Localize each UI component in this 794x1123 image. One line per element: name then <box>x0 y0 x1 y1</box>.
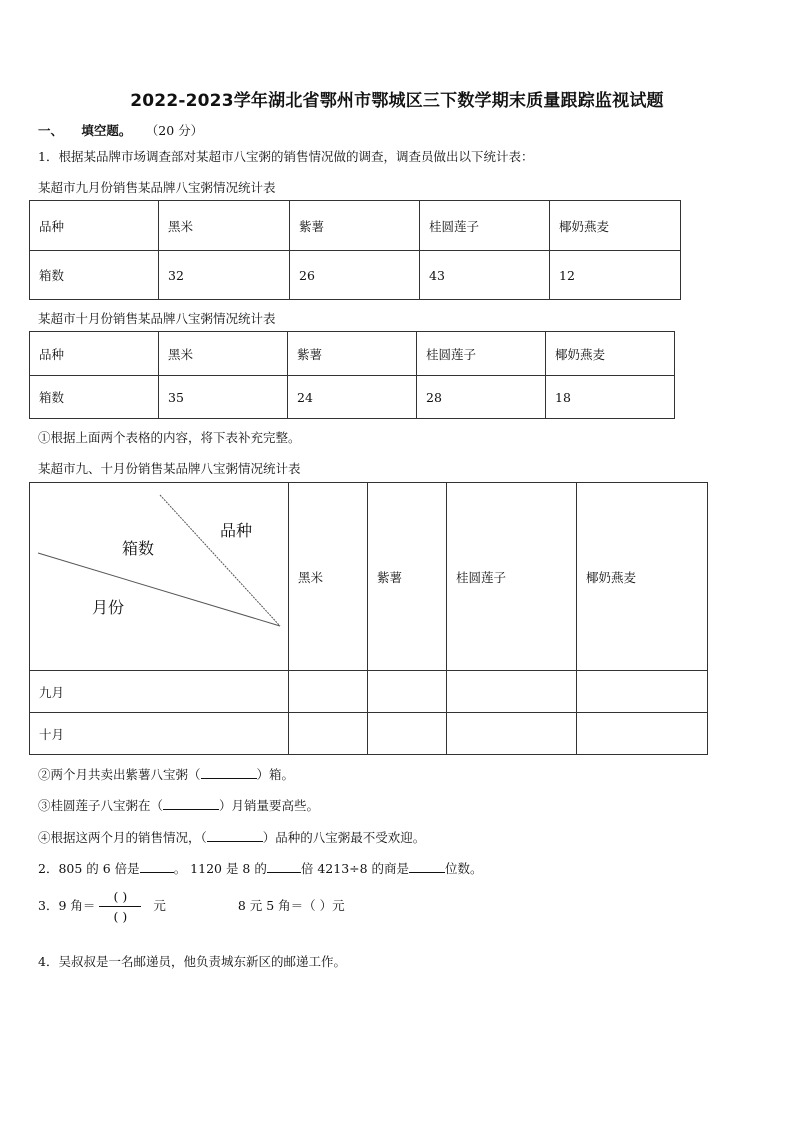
question-4: 4．吴叔叔是一名邮递员，他负责城东新区的邮递工作。 <box>38 954 346 969</box>
fraction-bar <box>99 906 141 907</box>
answer-cell[interactable] <box>447 713 577 755</box>
answer-blank[interactable] <box>207 841 263 842</box>
table-cell: 黑米 <box>159 201 290 251</box>
table-cell: 紫薯 <box>288 332 417 376</box>
section-name: 填空题。 <box>81 123 132 138</box>
table-cell: 26 <box>290 251 420 300</box>
answer-blank[interactable] <box>409 872 445 873</box>
table-row <box>30 483 708 671</box>
q1-sub4-text-end: ）品种的八宝粥最不受欢迎。 <box>262 830 426 845</box>
fraction-numerator[interactable]: ( ) <box>113 889 128 904</box>
question-2 <box>38 859 483 877</box>
q1-sub3 <box>38 796 319 814</box>
combined-table <box>29 482 708 755</box>
diagonal-label-month: 月份 <box>92 598 125 617</box>
answer-blank[interactable] <box>140 872 174 873</box>
answer-cell[interactable] <box>447 671 577 713</box>
fraction-blank[interactable] <box>99 889 141 924</box>
september-table <box>29 200 681 300</box>
diagonal-header-cell <box>30 483 289 671</box>
table-cell: 椰奶燕麦 <box>550 201 681 251</box>
page-title: 2022-2023学年湖北省鄂州市鄂城区三下数学期末质量跟踪监视试题 <box>130 91 664 111</box>
answer-cell[interactable] <box>577 713 708 755</box>
answer-blank[interactable] <box>201 778 257 779</box>
answer-cell[interactable] <box>368 671 447 713</box>
q3-text: 3．9 角＝ <box>38 898 96 913</box>
table-cell: 十月 <box>30 713 289 755</box>
diagonal-line-upper <box>160 495 280 626</box>
q2-text: 2．805 的 6 倍是 <box>38 861 140 876</box>
table-cell: 黑米 <box>289 483 368 671</box>
table-cell: 箱数 <box>30 251 159 300</box>
answer-cell[interactable] <box>289 671 368 713</box>
fraction-denominator[interactable]: ( ) <box>113 909 128 924</box>
table-row <box>30 713 708 755</box>
question-3 <box>38 889 345 924</box>
q1-sub4 <box>38 828 425 846</box>
answer-blank[interactable] <box>267 872 301 873</box>
q2-text: 倍 4213÷8 的商是 <box>300 861 410 876</box>
q1-intro: 1．根据某品牌市场调查部对某超市八宝粥的销售情况做的调查，调查员做出以下统计表： <box>38 149 534 164</box>
table-cell: 桂圆莲子 <box>420 201 550 251</box>
section-points: （20 分） <box>145 123 204 138</box>
table-cell: 35 <box>159 376 288 419</box>
table-cell: 紫薯 <box>290 201 420 251</box>
table-cell: 椰奶燕麦 <box>546 332 675 376</box>
table-row <box>30 376 675 419</box>
answer-cell[interactable] <box>577 671 708 713</box>
answer-cell[interactable] <box>368 713 447 755</box>
section-heading <box>38 121 203 139</box>
table2-caption: 某超市十月份销售某品牌八宝粥情况统计表 <box>38 311 276 326</box>
q1-sub1: ①根据上面两个表格的内容，将下表补充完整。 <box>38 430 301 445</box>
october-table <box>29 331 675 419</box>
table-cell: 品种 <box>30 201 159 251</box>
diagonal-lines <box>30 483 289 671</box>
table-cell: 紫薯 <box>368 483 447 671</box>
q2-text: 。 1120 是 8 的 <box>173 861 267 876</box>
table-cell: 品种 <box>30 332 159 376</box>
section-number: 一、 <box>38 123 64 138</box>
table-row <box>30 671 708 713</box>
q1-sub3-text: ③桂圆莲子八宝粥在（ <box>38 798 164 813</box>
table-row <box>30 201 681 251</box>
table1-caption: 某超市九月份销售某品牌八宝粥情况统计表 <box>38 180 276 195</box>
table-cell: 桂圆莲子 <box>447 483 577 671</box>
table3-caption: 某超市九、十月份销售某品牌八宝粥情况统计表 <box>38 461 301 476</box>
diagonal-line-lower <box>38 553 280 626</box>
table-cell: 18 <box>546 376 675 419</box>
q2-text: 位数。 <box>445 861 483 876</box>
table-cell: 43 <box>420 251 550 300</box>
table-cell: 24 <box>288 376 417 419</box>
table-cell: 箱数 <box>30 376 159 419</box>
diagonal-label-boxes: 箱数 <box>122 539 155 558</box>
answer-blank[interactable] <box>163 809 219 810</box>
table-row <box>30 251 681 300</box>
table-cell: 桂圆莲子 <box>417 332 546 376</box>
answer-cell[interactable] <box>289 713 368 755</box>
table-cell: 黑米 <box>159 332 288 376</box>
table-cell: 28 <box>417 376 546 419</box>
q1-sub3-text-end: ）月销量要高些。 <box>219 798 320 813</box>
table-row <box>30 332 675 376</box>
q1-sub2 <box>38 765 294 783</box>
table-cell: 九月 <box>30 671 289 713</box>
table-cell: 12 <box>550 251 681 300</box>
q3-unit: 元 <box>153 898 166 913</box>
table-cell: 椰奶燕麦 <box>577 483 708 671</box>
q3-text-2: 8 元 5 角＝（ ）元 <box>237 898 345 913</box>
q1-sub2-text: ②两个月共卖出紫薯八宝粥（ <box>38 767 201 782</box>
q1-sub2-text-end: ）箱。 <box>256 767 295 782</box>
diagonal-label-variety: 品种 <box>220 521 253 540</box>
q1-sub4-text: ④根据这两个月的销售情况，（ <box>38 830 207 845</box>
table-cell: 32 <box>159 251 290 300</box>
